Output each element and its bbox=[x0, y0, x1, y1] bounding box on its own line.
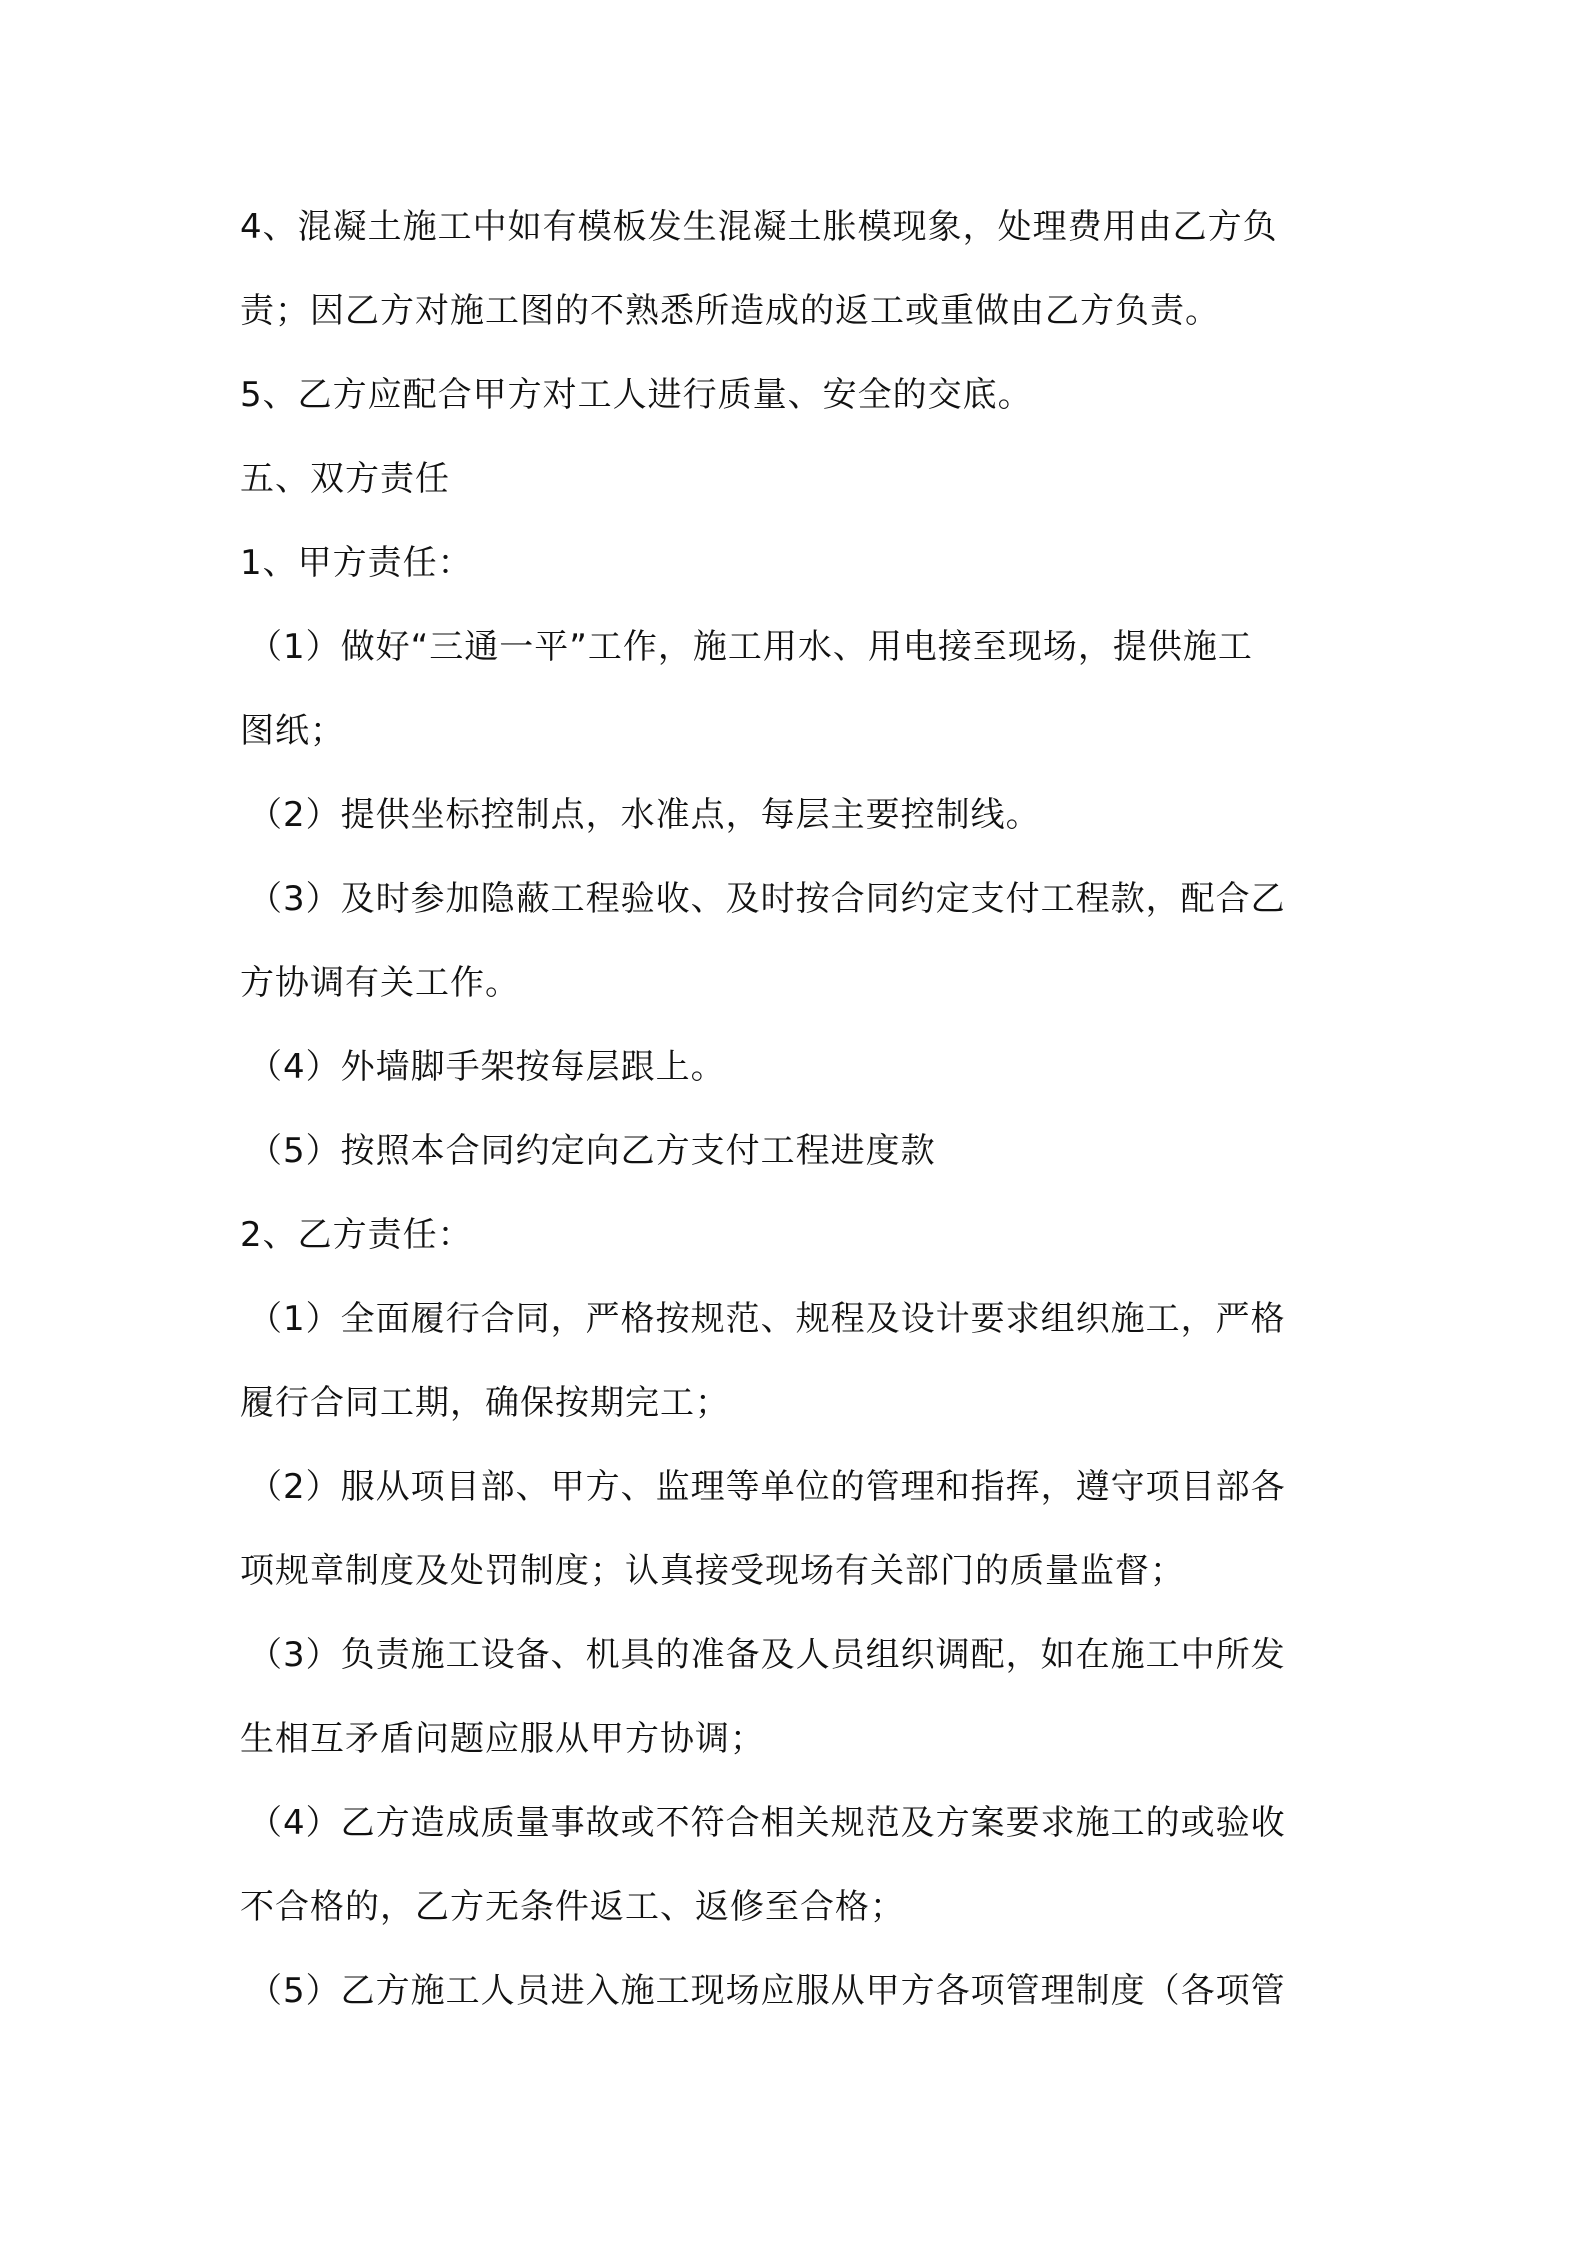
text-line: （2）提供坐标控制点，水准点，每层主要控制线。 bbox=[248, 795, 1041, 835]
text-line: （5）乙方施工人员进入施工现场应服从甲方各项管理制度（各项管 bbox=[248, 1971, 1286, 2011]
text-line: （4）乙方造成质量事故或不符合相关规范及方案要求施工的或验收 bbox=[248, 1803, 1286, 1843]
text-line: 方协调有关工作。 bbox=[240, 963, 520, 1003]
text-line: 5、乙方应配合甲方对工人进行质量、安全的交底。 bbox=[240, 375, 1033, 415]
text-line: （1）全面履行合同，严格按规范、规程及设计要求组织施工，严格 bbox=[248, 1299, 1286, 1339]
text-line: （2）服从项目部、甲方、监理等单位的管理和指挥，遵守项目部各 bbox=[248, 1467, 1286, 1507]
text-line: 项规章制度及处罚制度；认真接受现场有关部门的质量监督； bbox=[240, 1551, 1185, 1591]
text-line: （5）按照本合同约定向乙方支付工程进度款 bbox=[248, 1131, 936, 1171]
text-line: （1）做好“三通一平”工作，施工用水、用电接至现场，提供施工 bbox=[248, 627, 1253, 667]
text-line: （3）及时参加隐蔽工程验收、及时按合同约定支付工程款，配合乙 bbox=[248, 879, 1286, 919]
text-line: 责；因乙方对施工图的不熟悉所造成的返工或重做由乙方负责。 bbox=[240, 291, 1220, 331]
section-heading: 五、双方责任 bbox=[240, 459, 450, 499]
text-line: 图纸； bbox=[240, 711, 345, 751]
document-page bbox=[240, 205, 1350, 2053]
text-line: （4）外墙脚手架按每层跟上。 bbox=[248, 1047, 726, 1087]
text-line: 不合格的，乙方无条件返工、返修至合格； bbox=[240, 1887, 905, 1927]
subsection-heading: 2、乙方责任： bbox=[240, 1215, 473, 1255]
subsection-heading: 1、甲方责任： bbox=[240, 543, 473, 583]
text-line: （3）负责施工设备、机具的准备及人员组织调配，如在施工中所发 bbox=[248, 1635, 1286, 1675]
text-line: 4、混凝土施工中如有模板发生混凝土胀模现象，处理费用由乙方负 bbox=[240, 207, 1278, 247]
text-line: 履行合同工期，确保按期完工； bbox=[240, 1383, 730, 1423]
text-line: 生相互矛盾问题应服从甲方协调； bbox=[240, 1719, 765, 1759]
